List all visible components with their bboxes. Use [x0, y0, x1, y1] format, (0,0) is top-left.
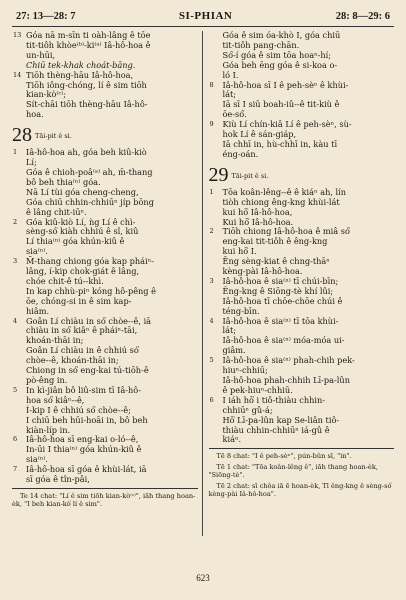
verse-line: bô beh thia⁽ⁿ⁾ góa.: [26, 176, 101, 187]
header-book-title: SI-PHIAN: [178, 10, 233, 22]
verse-number: 6: [209, 395, 214, 404]
verse-line: tit-tiôh khòe⁽ᵇ⁾-ki⁽ᵃ⁾ Iâ-hô-hoa ê: [26, 39, 151, 50]
verse-line: lát;: [222, 89, 237, 100]
verse-line: M̄-thang chiong góa kap pháiⁿ-: [26, 256, 154, 267]
verse-line: Góa chiū chhin-chhiūⁿ jíp bōng: [26, 196, 154, 207]
verse-line: ê pek-hiuⁿ-chhiū.: [222, 384, 293, 395]
verse-number: 3: [209, 276, 214, 285]
verse-number: 4: [13, 316, 18, 325]
verse-line: sèng-só͘ kiàh chhiú ê sî, kiû: [26, 226, 139, 237]
verse: [209, 317, 395, 357]
verse-number: 2: [209, 227, 214, 236]
verse-line: Tiōh thèng-hāu Iâ-hô-hoa,: [26, 69, 134, 80]
verse-line: hok Lí ê sán-giáp,: [222, 129, 297, 140]
verse-line: chhiūⁿ gû-á;: [222, 404, 273, 415]
verse-line: Tiōh iông-chóng, lí ê sim tiōh: [26, 79, 147, 90]
verse-number: 1: [13, 148, 18, 157]
verse-number: 7: [13, 465, 18, 474]
header-right-ref: 28: 8—29: 6: [335, 10, 390, 22]
verse-line: kiáⁿ.: [222, 434, 242, 445]
verse-line: Iâ-hô-hoa sī I ê peh-sèⁿ ê khùi-: [222, 79, 349, 90]
page-number: 623: [196, 573, 210, 583]
verse-number: 2: [13, 217, 18, 226]
verse: [209, 120, 395, 160]
verse: [12, 257, 198, 316]
verse-line: Iâ-hô-hoa ê sia⁽ⁿ⁾ tī chúi-bīn;: [222, 275, 339, 286]
verse-line: Iā chhī in, hù-chhī in, kàu tī: [222, 138, 338, 149]
footnote: Tē 1 chat: "Tōa koân-lêng ê", iāh thang hoan-èk, "Siōng-tè".: [208, 463, 378, 480]
verse-line: khoán-thāi in;: [26, 335, 84, 346]
verse-line: Chiong in só͘ eng-kai tú-tiōh-ê: [26, 365, 149, 376]
verse: [209, 396, 395, 446]
verse-line: Tiōh chiong Iâ-hô-hoa ê miâ só͘: [222, 226, 350, 237]
verse-line: Iā sī I siū boah-iû--ê tit-kiù ê: [222, 99, 340, 110]
verse-line: chòe--ê, khoán-thāi in;: [26, 355, 119, 366]
verse-line: chiàu in só͘ kiâⁿ ê pháiⁿ-tāi,: [26, 325, 138, 336]
verse-line: ê lâng chit-iūⁿ.: [26, 206, 87, 217]
chapter-title: Tāi-pit ê si.: [231, 171, 269, 180]
verse-line: hiâm.: [26, 305, 50, 316]
verse-number: 1: [209, 187, 214, 196]
verse-line: pò-êng in.: [26, 375, 68, 385]
verse-line: sia⁽ⁿ⁾.: [26, 454, 48, 465]
verse-line: Góa ê chioh-poâ⁽ᵃ⁾ ah, m̄-thang: [26, 166, 153, 177]
verse-line: Êng-kng ê Siōng-tè khí lûi;: [222, 285, 334, 296]
left-column: [12, 31, 202, 536]
footnotes: [12, 492, 198, 508]
verse: [12, 465, 198, 485]
verse: [12, 386, 198, 436]
verse-line: Ēng sèng-kiat ê chng-thāⁿ: [222, 256, 330, 267]
verse-number: 3: [13, 257, 18, 266]
verse-line: Iâ-hô-hoa sī góa ê khùi-lát, iā: [26, 464, 147, 475]
verse: [209, 356, 395, 396]
verse-line: Iâ-hô-hoa ah, góa beh kiû-kiò: [26, 147, 147, 158]
verse: [12, 71, 198, 121]
verse-line: kui hō͘ Iâ-hô-hoa,: [222, 206, 293, 217]
verse-line: Lí;: [26, 157, 37, 168]
verse-line: kian-kò⁽ᶜ⁾;: [26, 89, 67, 100]
verse-line: hoa só͘ kiâⁿ--ê,: [26, 394, 85, 405]
verse-number: 13: [13, 31, 22, 39]
verse-line: Sít-chāi tiōh thèng-hāu Iâ-hô-: [26, 99, 148, 110]
verse-line: sia⁽ⁿ⁾.: [26, 246, 48, 257]
verse-line: Lí thia⁽ⁿ⁾ góa khún-kiû ê: [26, 236, 125, 247]
verse-line: lâng, í-kip chok-giát ê lâng,: [26, 266, 140, 277]
verse-line: Góa ê sim óa-khò I, góa chiū: [222, 31, 341, 40]
verse-line: Iâ-hô-hoa sī eng-kai o-ló--ê,: [26, 434, 139, 445]
footnote-divider: [12, 488, 198, 489]
verse-line: hiuⁿ-chhiū;: [222, 365, 268, 376]
verse-line: hoa.: [26, 109, 44, 120]
verse-line: ōe-só͘.: [222, 109, 247, 120]
verse-number: 5: [209, 356, 214, 365]
verse-number: 4: [209, 316, 214, 325]
verse-line: Góa nā m-sīn ti oàh-lâng ê tōe: [26, 31, 151, 40]
verse-number: 8: [209, 80, 214, 89]
footnotes: [209, 452, 395, 498]
verse-line: kèng-pài Iâ-hô-hoa.: [222, 266, 303, 277]
verse-line: lát;: [222, 325, 237, 336]
verse-line: tiòh chiong êng-kng khùi-lát: [222, 196, 340, 207]
verse-line: In-ūi I thia⁽ⁿ⁾ góa khún-kiû ê: [26, 444, 142, 455]
verse-line: un-hūi,: [26, 49, 56, 60]
verse-line: ōe, chóng-si in ê sim kap-: [26, 295, 132, 306]
verse-line: In kì-jiân bô liû-sim tī Iâ-hô-: [26, 384, 141, 395]
verse-line: éng-oán.: [222, 148, 259, 159]
chapter-title: Tāi-pit ê si.: [35, 132, 72, 141]
verse-line: giâm.: [222, 345, 246, 356]
verse-line: Kiù Lí chín-kiâ Lí ê peh-sèⁿ, sù-: [222, 119, 352, 130]
verse-line: Góa beh ēng góa ê si-koa o-: [222, 59, 338, 70]
footnote: Tē 8 chat: "I ê peh-sèⁿ", pún-bûn sī, "in".: [216, 452, 352, 461]
verse-line: téng-bīn.: [222, 305, 260, 316]
verse: [12, 317, 198, 386]
footnote: Tē 2 chat: sī chôa iā ē hoan-èk, Tī êng-kng ê sèng-só͘ kèng-pài Iâ-hô-hoa".: [208, 482, 392, 499]
verse: [209, 277, 395, 317]
verse-line: chóe chit-ê tú--khì.: [26, 275, 104, 286]
verse-number: 5: [13, 385, 18, 394]
verse-line: Iâ-hô-hoa tī chōe-chōe chúi ê: [222, 295, 343, 306]
italic-line: Chiū tek-khak choát-bāng.: [26, 59, 136, 70]
verse-line: Iâ-hô-hoa phah-chhih Lī-pa-lûn: [222, 375, 350, 385]
verse: [12, 218, 198, 258]
verse-line: Nā Lí tùi góa cheng-cheng,: [26, 186, 139, 197]
verse-line: Só͘-í góa ê sim tōa hoaⁿ-hí;: [222, 49, 332, 60]
verse-line: Iâ-hô-hoa ê sia⁽ⁿ⁾ tī tōa khùi-: [222, 315, 339, 326]
footnote-divider: [209, 448, 395, 449]
chapter-number: 29: [208, 163, 229, 186]
text-columns: [12, 31, 394, 536]
chapter-heading: [12, 124, 198, 147]
verse-line: Í-kip I ê chhiú só͘ chòe--ê;: [26, 404, 131, 415]
verse-line: eng-kai tit-tiôh ê êng-kng: [222, 236, 328, 247]
verse: [209, 188, 395, 228]
verse-line: I iáh hō͘ i tiô-thiàu chhin-: [222, 394, 326, 405]
verse-number: 6: [13, 435, 18, 444]
verse: [209, 81, 395, 121]
verse-line: sī góa ê tîn-pâi,: [26, 474, 90, 485]
verse-line: Hō͘ Lī-pa-lûn kap Se-liân tiô-: [222, 414, 340, 425]
verse-line: Góa kiû-kiò Lí, ǹg Lí ê chì-: [26, 216, 136, 227]
right-column: [202, 31, 395, 536]
verse-line: Goân Lí chiàu in só͘ chòe--ê, iā: [26, 315, 152, 326]
header-left-ref: 27: 13—28: 7: [16, 10, 76, 22]
verse-line: Iâ-hô-hoa ê sia⁽ⁿ⁾ phah-chih pek-: [222, 355, 355, 366]
verse-line: Kui hō͘ Iâ-hô-hoa.: [222, 216, 294, 227]
verse-line: Tōa koân-lêng--ê ê kiáⁿ ah, lín: [222, 186, 347, 197]
verse-line: tit-tiôh pang-chān.: [222, 39, 300, 50]
verse-line: thiàu chhin-chhiūⁿ iá-gû ê: [222, 424, 330, 435]
chapter-heading: [208, 163, 395, 186]
verse: [12, 31, 198, 61]
verse-line: Iâ-hô-hoa ê sia⁽ⁿ⁾ móa-móa ui-: [222, 335, 345, 346]
verse-number: 9: [209, 120, 214, 129]
verse-line: kui hō͘ I.: [222, 246, 257, 257]
chapter-number: 28: [12, 124, 32, 147]
verse-number: 14: [13, 70, 22, 79]
verse: [209, 31, 395, 81]
verse-line: Goân Lí chiàu in ê chhiú só͘: [26, 345, 139, 356]
verse: [12, 148, 198, 217]
verse-line: kiàn-líp in.: [26, 424, 71, 435]
verse-line: In kap chhù-piⁿ kóng hô-pêng ê: [26, 285, 156, 296]
verse: [12, 435, 198, 465]
verse: [209, 227, 395, 277]
running-header: [12, 10, 394, 27]
verse-line: I chiū beh hūi-hoāi in, bô beh: [26, 414, 148, 425]
verse-line: ló I.: [222, 69, 239, 80]
footnote: Te 14 chat: "Lí ê sim tiōh kian-kò⁽ᶜ⁾", iāh thang hoan-èk, "I beh kian-kò͘ lí ê sim".: [12, 491, 196, 508]
